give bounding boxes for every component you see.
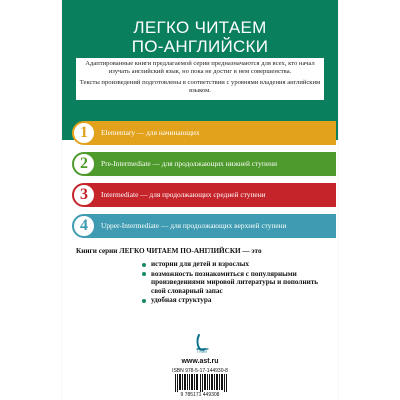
intro-text — [76, 58, 324, 100]
bullet-dot-icon — [142, 299, 146, 303]
intro-paragraph-1: Адаптированные книги предлагаемой серии предназначаются для всех, кто начал изучать английский язык, но пока не достиг в нем совершенства. — [85, 60, 315, 75]
intro-paragraph-2: Тексты произведений подготовлены в соответствии с уровнями владения английским языком. — [79, 79, 321, 94]
level-bar-2 — [85, 152, 336, 176]
publisher-website: www.ast.ru — [181, 358, 219, 365]
level-item-2 — [72, 152, 336, 176]
feature-list — [142, 260, 332, 306]
logo-text: Lingua — [196, 349, 208, 353]
level-item-1 — [72, 121, 336, 145]
series-title-line1: ЛЕГКО ЧИТАЕМ — [133, 18, 267, 37]
level-number-2: 2 — [72, 152, 96, 176]
series-description: Книги серии ЛЕГКО ЧИТАЕМ ПО-АНГЛИЙСКИ — это — [76, 247, 262, 255]
level-number-1: 1 — [72, 121, 96, 145]
feature-item-3 — [142, 296, 332, 305]
level-label-3: Intermediate — для продолжающих средней ступени — [101, 189, 266, 199]
level-bar-3 — [85, 183, 336, 207]
level-label-2: Pre-Intermediate — для продолжающих нижней ступени — [101, 158, 278, 168]
level-bar-1 — [85, 121, 336, 145]
bullet-dot-icon — [142, 263, 146, 267]
series-title — [62, 18, 338, 56]
feature-text-2: возможность познакомиться с популярными произведениями мировой литературы и пополнить свой словарный запас — [151, 269, 319, 295]
level-label-4: Upper-Intermediate — для продолжающих верхней ступени — [101, 220, 287, 230]
bullet-dot-icon — [142, 272, 146, 276]
level-list — [72, 121, 336, 245]
level-bar-4 — [85, 214, 336, 238]
feature-item-1 — [142, 260, 332, 269]
level-item-4 — [72, 214, 336, 238]
isbn-label: ISBN 978-5-17-144930-8 — [172, 368, 228, 374]
barcode-number: 9 785171 449308 — [180, 392, 220, 398]
level-item-3 — [72, 183, 336, 207]
level-number-4: 4 — [72, 214, 96, 238]
feature-text-3: удобная структура — [151, 296, 212, 304]
book-back-cover — [62, 0, 338, 400]
feature-item-2 — [142, 270, 332, 296]
series-title-line2: ПО-АНГЛИЙСКИ — [131, 37, 269, 56]
level-number-3: 3 — [72, 183, 96, 207]
level-label-1: Elementary — для начинающих — [101, 127, 200, 137]
barcode-icon — [175, 374, 227, 392]
feature-text-1: истории для детей и взрослых — [151, 260, 250, 268]
publisher-logo-icon — [191, 333, 213, 353]
